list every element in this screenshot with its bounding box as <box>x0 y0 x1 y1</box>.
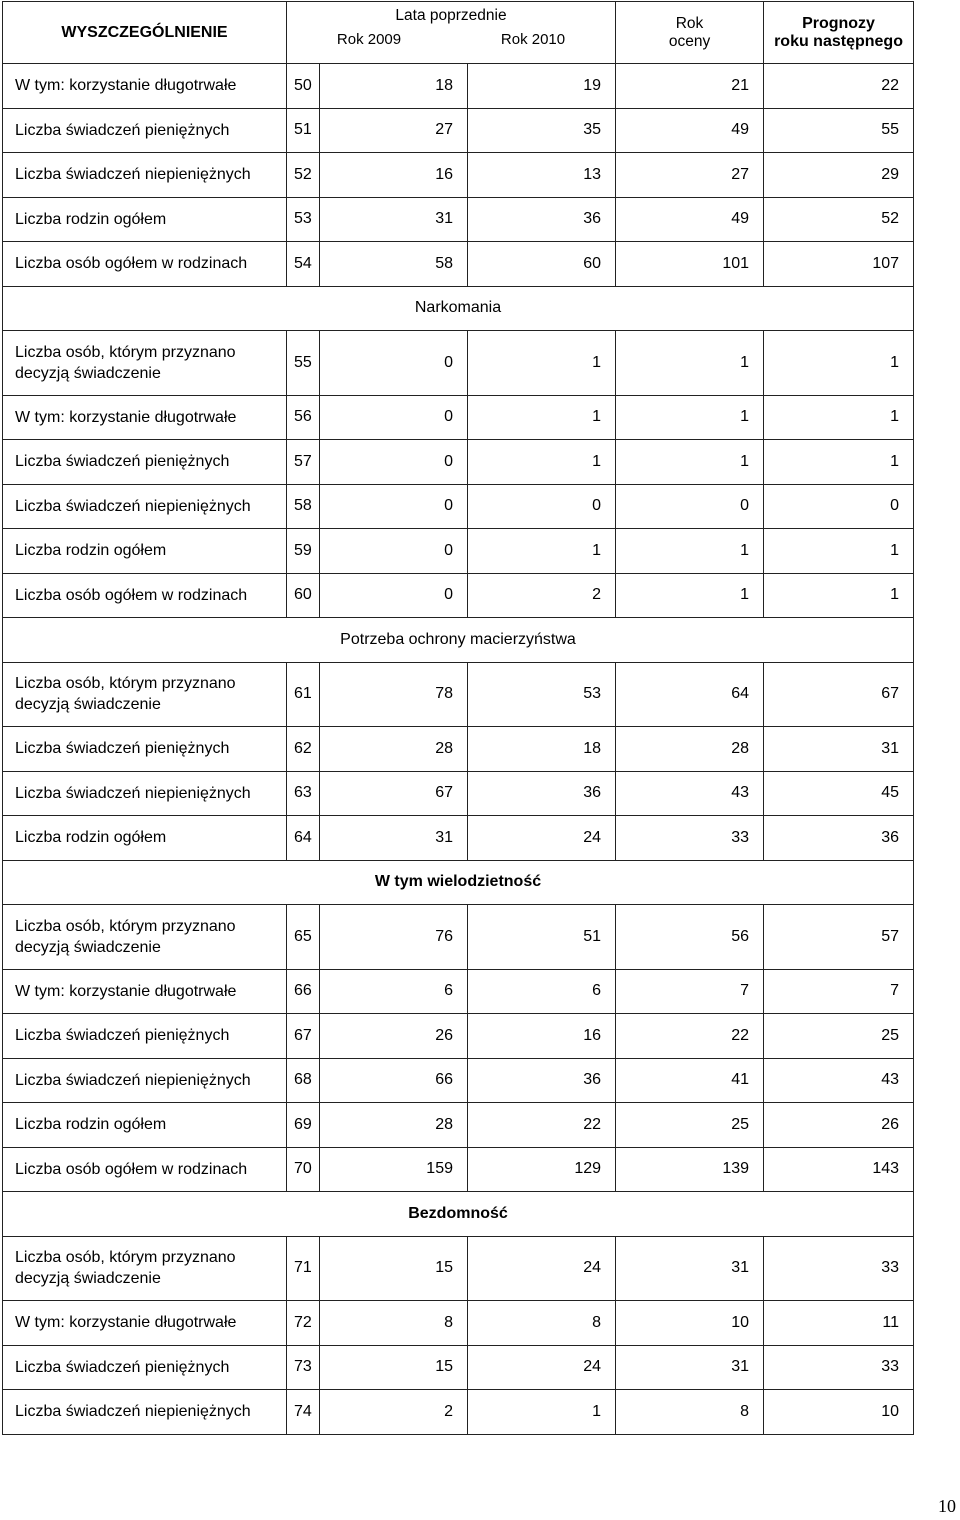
row-number: 50 <box>287 64 320 109</box>
table-row <box>3 969 914 1014</box>
value-2009: 8 <box>320 1301 468 1346</box>
table-row <box>3 771 914 816</box>
table-row <box>3 727 914 772</box>
row-number: 70 <box>287 1147 320 1192</box>
value-prognoza: 7 <box>764 969 914 1014</box>
value-2009: 6 <box>320 969 468 1014</box>
value-rok-oceny: 21 <box>616 64 764 109</box>
value-rok-oceny: 49 <box>616 108 764 153</box>
value-prognoza: 36 <box>764 816 914 861</box>
row-number: 52 <box>287 153 320 198</box>
row-number: 60 <box>287 573 320 618</box>
table-row <box>3 153 914 198</box>
value-2010: 1 <box>468 529 616 574</box>
table-row <box>3 1147 914 1192</box>
row-number: 62 <box>287 727 320 772</box>
header-group-label: Lata poprzednie <box>395 7 507 24</box>
row-number: 63 <box>287 771 320 816</box>
row-label: Liczba rodzin ogółem <box>3 197 287 242</box>
value-2010: 19 <box>468 64 616 109</box>
value-prognoza: 29 <box>764 153 914 198</box>
section-header-row <box>3 1192 914 1237</box>
value-2009: 18 <box>320 64 468 109</box>
row-number: 71 <box>287 1236 320 1301</box>
section-header-row <box>3 286 914 331</box>
row-number: 65 <box>287 905 320 970</box>
value-2009: 58 <box>320 242 468 287</box>
table-row <box>3 905 914 970</box>
value-2010: 60 <box>468 242 616 287</box>
row-number: 72 <box>287 1301 320 1346</box>
value-prognoza: 43 <box>764 1058 914 1103</box>
value-2010: 1 <box>468 1390 616 1435</box>
row-label: W tym: korzystanie długotrwałe <box>3 395 287 440</box>
value-2009: 15 <box>320 1236 468 1301</box>
row-number: 67 <box>287 1014 320 1059</box>
value-2009: 27 <box>320 108 468 153</box>
section-header-row <box>3 860 914 905</box>
header-year-row <box>287 25 615 49</box>
value-2009: 26 <box>320 1014 468 1059</box>
value-rok-oceny: 7 <box>616 969 764 1014</box>
table-row <box>3 1103 914 1148</box>
row-label: Liczba świadczeń pieniężnych <box>3 1345 287 1390</box>
value-prognoza: 1 <box>764 331 914 396</box>
value-2009: 159 <box>320 1147 468 1192</box>
value-prognoza: 107 <box>764 242 914 287</box>
value-rok-oceny: 1 <box>616 395 764 440</box>
value-prognoza: 1 <box>764 529 914 574</box>
row-number: 69 <box>287 1103 320 1148</box>
value-2010: 2 <box>468 573 616 618</box>
row-label: Liczba osób ogółem w rodzinach <box>3 242 287 287</box>
value-2009: 67 <box>320 771 468 816</box>
row-number: 55 <box>287 331 320 396</box>
value-prognoza: 10 <box>764 1390 914 1435</box>
table-row <box>3 1301 914 1346</box>
value-rok-oceny: 56 <box>616 905 764 970</box>
row-label: W tym: korzystanie długotrwałe <box>3 1301 287 1346</box>
value-2009: 66 <box>320 1058 468 1103</box>
value-2010: 8 <box>468 1301 616 1346</box>
value-2009: 76 <box>320 905 468 970</box>
value-prognoza: 22 <box>764 64 914 109</box>
value-rok-oceny: 101 <box>616 242 764 287</box>
row-label: Liczba osób ogółem w rodzinach <box>3 573 287 618</box>
section-title: W tym wielodzietność <box>3 860 914 905</box>
row-number: 51 <box>287 108 320 153</box>
value-2009: 78 <box>320 662 468 727</box>
value-2009: 15 <box>320 1345 468 1390</box>
table-header-row <box>3 2 914 64</box>
value-rok-oceny: 1 <box>616 331 764 396</box>
row-number: 54 <box>287 242 320 287</box>
value-2010: 13 <box>468 153 616 198</box>
value-prognoza: 31 <box>764 727 914 772</box>
row-label: Liczba świadczeń pieniężnych <box>3 1014 287 1059</box>
value-rok-oceny: 1 <box>616 440 764 485</box>
row-label: Liczba osób, którym przyznano decyzją świadczenie <box>3 331 287 396</box>
table-row <box>3 1014 914 1059</box>
header-rok-oceny <box>616 2 764 64</box>
section-header-row <box>3 618 914 663</box>
table-row <box>3 64 914 109</box>
value-prognoza: 33 <box>764 1236 914 1301</box>
table-row <box>3 108 914 153</box>
value-2010: 18 <box>468 727 616 772</box>
value-rok-oceny: 1 <box>616 529 764 574</box>
page-number: 10 <box>938 1496 956 1516</box>
value-2010: 36 <box>468 197 616 242</box>
value-prognoza: 143 <box>764 1147 914 1192</box>
row-label: Liczba świadczeń niepieniężnych <box>3 771 287 816</box>
value-rok-oceny: 27 <box>616 153 764 198</box>
value-2010: 6 <box>468 969 616 1014</box>
table-row <box>3 197 914 242</box>
value-2009: 28 <box>320 727 468 772</box>
value-prognoza: 57 <box>764 905 914 970</box>
section-title: Bezdomność <box>3 1192 914 1237</box>
header-rok-line2: oceny <box>668 32 711 50</box>
row-number: 73 <box>287 1345 320 1390</box>
value-rok-oceny: 31 <box>616 1345 764 1390</box>
table-row <box>3 242 914 287</box>
row-number: 74 <box>287 1390 320 1435</box>
section-title: Narkomania <box>3 286 914 331</box>
value-prognoza: 26 <box>764 1103 914 1148</box>
value-prognoza: 55 <box>764 108 914 153</box>
value-2009: 16 <box>320 153 468 198</box>
value-2009: 2 <box>320 1390 468 1435</box>
value-2009: 31 <box>320 816 468 861</box>
row-label: W tym: korzystanie długotrwałe <box>3 969 287 1014</box>
value-rok-oceny: 43 <box>616 771 764 816</box>
value-prognoza: 25 <box>764 1014 914 1059</box>
value-2010: 24 <box>468 1345 616 1390</box>
table-row <box>3 816 914 861</box>
section-title: Potrzeba ochrony macierzyństwa <box>3 618 914 663</box>
value-2010: 24 <box>468 1236 616 1301</box>
value-2009: 0 <box>320 529 468 574</box>
value-2010: 1 <box>468 395 616 440</box>
value-rok-oceny: 49 <box>616 197 764 242</box>
row-label: Liczba osób, którym przyznano decyzją świadczenie <box>3 662 287 727</box>
value-rok-oceny: 1 <box>616 573 764 618</box>
table-row <box>3 529 914 574</box>
value-2010: 36 <box>468 771 616 816</box>
row-label: Liczba osób, którym przyznano decyzją świadczenie <box>3 1236 287 1301</box>
header-year-2010: Rok 2010 <box>500 31 566 48</box>
row-number: 56 <box>287 395 320 440</box>
table-row <box>3 1390 914 1435</box>
value-2010: 129 <box>468 1147 616 1192</box>
value-rok-oceny: 25 <box>616 1103 764 1148</box>
table-row <box>3 1345 914 1390</box>
value-2009: 0 <box>320 484 468 529</box>
row-number: 64 <box>287 816 320 861</box>
value-rok-oceny: 33 <box>616 816 764 861</box>
table-row <box>3 484 914 529</box>
table-row <box>3 395 914 440</box>
value-2009: 31 <box>320 197 468 242</box>
value-prognoza: 11 <box>764 1301 914 1346</box>
value-2010: 0 <box>468 484 616 529</box>
value-2010: 35 <box>468 108 616 153</box>
value-2010: 51 <box>468 905 616 970</box>
value-2010: 1 <box>468 440 616 485</box>
row-label: Liczba osób, którym przyznano decyzją świadczenie <box>3 905 287 970</box>
row-label: Liczba świadczeń niepieniężnych <box>3 153 287 198</box>
table-row <box>3 662 914 727</box>
header-prognozy <box>764 2 914 64</box>
value-rok-oceny: 22 <box>616 1014 764 1059</box>
value-2010: 24 <box>468 816 616 861</box>
row-label: Liczba świadczeń pieniężnych <box>3 440 287 485</box>
header-year-2009: Rok 2009 <box>336 31 402 48</box>
value-rok-oceny: 41 <box>616 1058 764 1103</box>
row-label: Liczba świadczeń niepieniężnych <box>3 1390 287 1435</box>
value-prognoza: 52 <box>764 197 914 242</box>
value-2009: 0 <box>320 440 468 485</box>
header-rok-line1: Rok <box>675 14 704 32</box>
row-label: Liczba rodzin ogółem <box>3 529 287 574</box>
value-rok-oceny: 10 <box>616 1301 764 1346</box>
header-prognozy-line2: roku następnego <box>774 32 903 50</box>
value-prognoza: 67 <box>764 662 914 727</box>
value-2010: 22 <box>468 1103 616 1148</box>
row-number: 57 <box>287 440 320 485</box>
value-rok-oceny: 64 <box>616 662 764 727</box>
row-label: Liczba świadczeń niepieniężnych <box>3 1058 287 1103</box>
table-row <box>3 331 914 396</box>
value-2010: 1 <box>468 331 616 396</box>
value-2010: 53 <box>468 662 616 727</box>
header-lata-poprzednie <box>287 2 616 64</box>
value-2009: 0 <box>320 573 468 618</box>
value-2009: 0 <box>320 395 468 440</box>
row-label: Liczba osób ogółem w rodzinach <box>3 1147 287 1192</box>
row-label: Liczba świadczeń pieniężnych <box>3 727 287 772</box>
value-prognoza: 0 <box>764 484 914 529</box>
row-number: 58 <box>287 484 320 529</box>
table-row <box>3 573 914 618</box>
table-body <box>3 2 914 1435</box>
header-prognozy-line1: Prognozy <box>802 14 875 32</box>
value-2009: 28 <box>320 1103 468 1148</box>
row-number: 61 <box>287 662 320 727</box>
table-row <box>3 1236 914 1301</box>
value-2010: 36 <box>468 1058 616 1103</box>
table-row <box>3 440 914 485</box>
row-label: Liczba rodzin ogółem <box>3 1103 287 1148</box>
value-rok-oceny: 28 <box>616 727 764 772</box>
value-prognoza: 1 <box>764 440 914 485</box>
row-number: 68 <box>287 1058 320 1103</box>
value-prognoza: 1 <box>764 395 914 440</box>
value-prognoza: 45 <box>764 771 914 816</box>
row-number: 66 <box>287 969 320 1014</box>
row-label: Liczba świadczeń pieniężnych <box>3 108 287 153</box>
value-rok-oceny: 139 <box>616 1147 764 1192</box>
value-2009: 0 <box>320 331 468 396</box>
row-label: Liczba rodzin ogółem <box>3 816 287 861</box>
value-rok-oceny: 8 <box>616 1390 764 1435</box>
statistics-table <box>2 1 914 1435</box>
row-number: 59 <box>287 529 320 574</box>
row-label: W tym: korzystanie długotrwałe <box>3 64 287 109</box>
table-row <box>3 1058 914 1103</box>
value-prognoza: 33 <box>764 1345 914 1390</box>
value-rok-oceny: 31 <box>616 1236 764 1301</box>
value-2010: 16 <box>468 1014 616 1059</box>
value-rok-oceny: 0 <box>616 484 764 529</box>
row-label: Liczba świadczeń niepieniężnych <box>3 484 287 529</box>
row-number: 53 <box>287 197 320 242</box>
value-prognoza: 1 <box>764 573 914 618</box>
header-wyszczegolnienie: WYSZCZEGÓLNIENIE <box>3 2 287 64</box>
